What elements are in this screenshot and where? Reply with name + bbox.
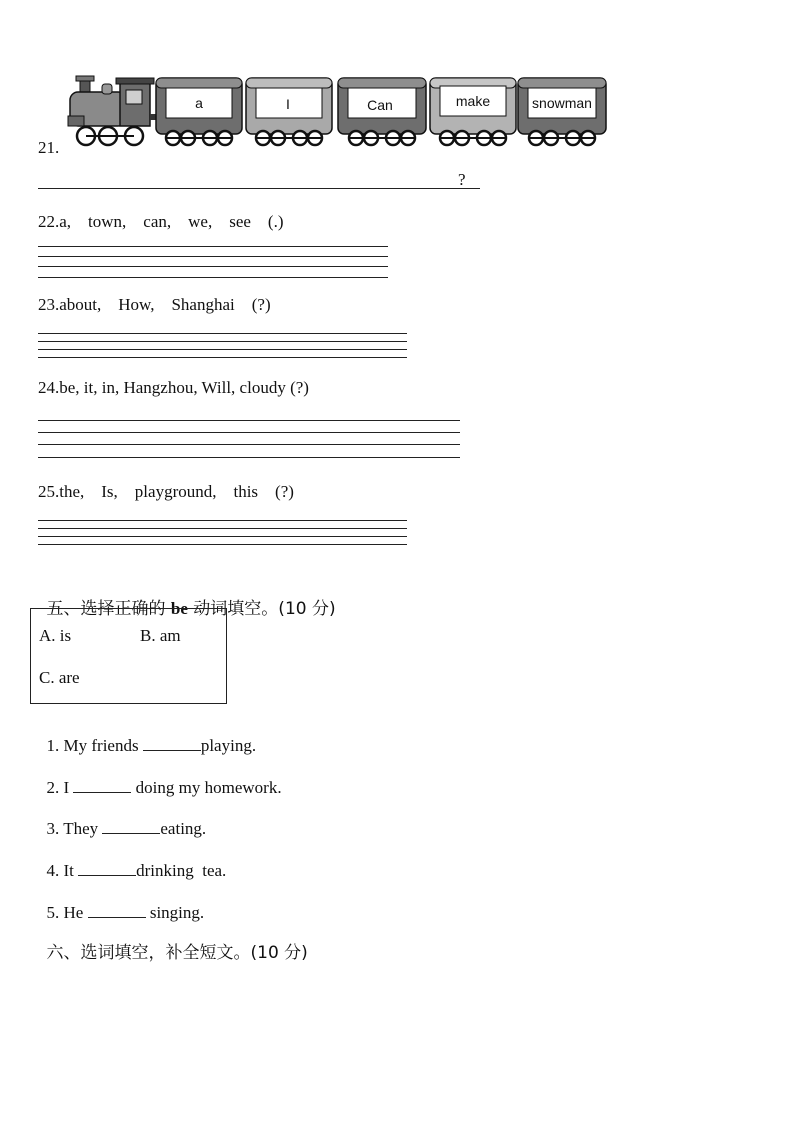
- section-6-heading: [38, 920, 308, 964]
- fill-item-2: [38, 756, 282, 798]
- fill-item-3-blank[interactable]: [102, 817, 160, 834]
- question-22-prompt: 22.a, town, can, we, see (.): [38, 212, 284, 231]
- question-25-line-4[interactable]: [38, 544, 407, 545]
- train-illustration: [66, 74, 608, 154]
- option-c: C. are: [39, 668, 80, 687]
- train-word-3: Can: [367, 97, 393, 113]
- fill-item-5: [38, 881, 204, 923]
- fill-item-5-blank[interactable]: [88, 901, 146, 918]
- train-word-2: I: [286, 96, 290, 112]
- fill-item-4: [38, 839, 226, 881]
- question-23-line-4[interactable]: [38, 357, 407, 358]
- fill-item-3: [38, 797, 206, 839]
- question-21-number: 21.: [38, 138, 60, 157]
- question-24-line-1[interactable]: [38, 420, 460, 421]
- question-23-line-1[interactable]: [38, 333, 407, 334]
- train-word-1: a: [195, 95, 203, 111]
- question-23-line-3[interactable]: [38, 349, 407, 350]
- train-word-4: make: [455, 93, 491, 109]
- fill-item-2-post: doing my homework.: [131, 778, 282, 797]
- locomotive: [68, 76, 158, 145]
- question-24-line-2[interactable]: [38, 432, 460, 433]
- question-25-line-2[interactable]: [38, 528, 407, 529]
- fill-item-2-blank[interactable]: [73, 776, 131, 793]
- question-22-line-3[interactable]: [38, 266, 388, 267]
- train-car-3: [338, 78, 426, 145]
- option-a: A. is: [39, 626, 72, 645]
- fill-item-3-post: eating.: [160, 819, 207, 838]
- question-25-line-3[interactable]: [38, 536, 407, 537]
- fill-item-5-pre: 5. He: [46, 903, 88, 922]
- option-b: B. am: [140, 626, 181, 645]
- train-icon: [66, 74, 608, 154]
- question-23-line-2[interactable]: [38, 341, 407, 342]
- train-car-1: [156, 78, 242, 145]
- question-23-prompt: 23.about, How, Shanghai (?): [38, 295, 271, 314]
- train-car-2: [246, 78, 332, 145]
- question-24-line-4[interactable]: [38, 457, 460, 458]
- train-word-5: snowman: [532, 95, 592, 111]
- question-22-line-4[interactable]: [38, 277, 388, 278]
- section-5-heading-suffix: 动词填空。(10 分): [187, 599, 336, 619]
- question-22-line-1[interactable]: [38, 246, 388, 247]
- question-25-prompt: 25.the, Is, playground, this (?): [38, 482, 294, 501]
- question-24-line-3[interactable]: [38, 444, 460, 445]
- section-5-heading-prefix: 五、选择正确的: [46, 599, 171, 619]
- fill-item-1-blank[interactable]: [143, 734, 201, 751]
- fill-item-1-post: playing.: [200, 736, 257, 755]
- train-car-5: [518, 78, 606, 145]
- fill-item-3-pre: 3. They: [46, 819, 103, 838]
- train-car-4: [430, 78, 516, 145]
- fill-item-4-pre: 4. It: [46, 861, 79, 880]
- fill-item-4-post: drinking tea.: [136, 861, 227, 880]
- section-6-heading-text: 六、选词填空，补全短文。(10 分): [46, 943, 308, 963]
- fill-item-2-pre: 2. I: [46, 778, 74, 797]
- fill-item-1: [38, 714, 256, 756]
- question-24-prompt: 24.be, it, in, Hangzhou, Will, cloudy (?): [38, 378, 309, 397]
- fill-item-1-pre: 1. My friends: [46, 736, 143, 755]
- section-5-heading-bold: be: [170, 599, 188, 618]
- question-25-line-1[interactable]: [38, 520, 407, 521]
- fill-item-4-blank[interactable]: [78, 859, 136, 876]
- question-21-end-punct: ?: [458, 170, 466, 189]
- fill-item-5-post: singing.: [145, 903, 205, 922]
- question-22-line-2[interactable]: [38, 256, 388, 257]
- options-box: [30, 608, 227, 704]
- question-21-answer-line[interactable]: [38, 188, 480, 189]
